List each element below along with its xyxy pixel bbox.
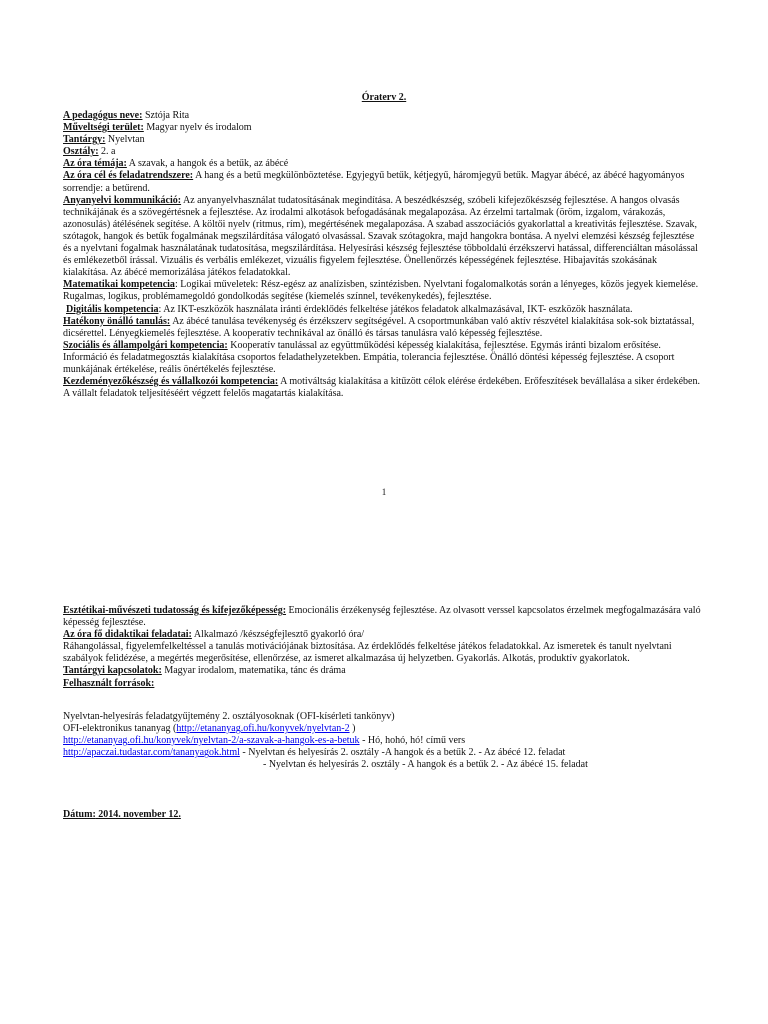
- sources-list: [63, 711, 703, 771]
- lesson-field-8: [63, 304, 703, 316]
- field-label: Az óra cél és feladatrendszere:: [63, 170, 194, 182]
- field-label: Matematikai kompetencia: [63, 279, 175, 291]
- date-value: 2014. november 12.: [95, 809, 181, 820]
- source-line-2: [63, 723, 703, 735]
- lesson-field-6: [63, 195, 703, 280]
- ofi-hangok-betuk-link[interactable]: http://etananyag.ofi.hu/konyvek/nyelvtan-2/a-szavak-a-hangok-es-a-betuk: [63, 735, 360, 747]
- field-text: Kooperatív tanulással az együttműködési képesség kialakítása, fejlesztése. Egymás iránti bizalom erősítése. Információ és feladatmegosztás kialakítása csoportos feladathelyzetekben. Empátia, tolerancia fejlesztése. Önálló döntési képesség fejlesztése. A csoport munkájának értékelése, reális önértékelés fejlesztése.: [63, 339, 675, 375]
- field-text: A hang és a betű megkülönböztetése. Egyjegyű betűk, kétjegyű, háromjegyű betűk. Magyar ábécé, az ábécé hagyományos sorrendje: a betűrend.: [63, 170, 685, 194]
- field-label: A pedagógus neve:: [63, 110, 143, 121]
- lesson-field-2: [63, 134, 703, 146]
- field-label: Felhasznált források:: [63, 677, 155, 689]
- lesson-details-page2: [63, 605, 703, 690]
- field-label: Esztétikai-művészeti tudatosság és kifejezőképesség:: [63, 605, 287, 616]
- field-label: Tantárgy:: [63, 134, 106, 146]
- field-text: Magyar irodalom, matematika, tánc és dráma: [161, 665, 346, 677]
- field-text: : Az IKT-eszközök használata iránti érdeklődés felkeltése játékos feladatok alkalmazásával, IKT- eszközök használata.: [158, 303, 633, 315]
- document-title: Óraterv 2.: [361, 92, 407, 103]
- field-label: Kezdeményezőkészség és vállalkozói kompetencia:: [63, 376, 279, 388]
- field-text: Az ábécé tanulása tevékenység és érzékszerv segítségével. A csoportmunkában való aktív részvétel kialakítása sok-sok biztatással, dicsérettel. Lényegkiemelés fejlesztése. A kooperatív technikával az önálló és társas tanulásra való képesség fejlesztése.: [63, 315, 695, 339]
- field-label: Anyanyelvi kommunikáció:: [63, 194, 182, 206]
- lesson-field-10: [63, 340, 703, 376]
- lesson-field-5: [63, 170, 703, 194]
- lesson-field-p2-0: [63, 605, 703, 629]
- field-text: A szavak, a hangok és a betűk, az ábécé: [126, 158, 289, 170]
- source-line-4: [63, 747, 703, 759]
- field-text: Ráhangolással, figyelemfelkeltéssel a tanulás motivációjának biztosítása. Az érdeklődés felkeltése játékos feladatokkal. Az ismeretek és tanult nyelvtani szabályok felidézése, a megértés megerősítése, ellenőrzése, az ismeret alkalmazása új helyzetben. Gyakorlás. Alkotás, produktív gyakorlatok.: [63, 641, 672, 665]
- source-line-3-suffix: - Hó, hohó, hó! című vers: [359, 735, 466, 747]
- field-text: Az anyanyelvhasználat tudatosításának megindítása. A beszédkészség, szóbeli kifejezőkészség fejlesztése. A hangos olvasás technikájának és a szövegértésnek a fejlesztése. Az irodalmi alkotások befogadásának megalapozása. Az érzelmi tartalmak (öröm, izgalom, várakozás, azonosulás) átélésének segítése. A költői nyelv (ritmus, rím), megértésének megalapozása. A szabad asszociációs gyakorlattal a kreativitás fejlesztése. Szavak, szótagok, hangok és betűk fogalmának megszilárdítása válogató olvasással. Szavak szótagokra, majd hangokra bontása. A nyelvi elemzési készség fejlesztése és a nyelvtani fogalmak használatának tudatosítása, megszilárdítása. Helyesírási készség fejlesztése többoldalú érzékszervi hatással, differenciáltan másolással és emlékezetből írással. Vizuális és verbális emlékezet, vizuális figyelem fejlesztése. Önellenőrzés képességének fejlesztése. Hibajavítás szokásának kialakítása. Az ábécé memorizálása játékos feladatokkal.: [63, 194, 698, 279]
- source-line-3: [63, 735, 703, 747]
- lesson-field-9: [63, 316, 703, 340]
- lesson-field-7: [63, 279, 703, 303]
- source-line-5: - Nyelvtan és helyesírás 2. osztály - A hangok és a betűk 2. - Az ábécé 15. feladat: [263, 759, 588, 771]
- lesson-field-11: [63, 376, 703, 400]
- source-line-1: Nyelvtan-helyesírás feladatgyűjtemény 2. osztályosoknak (OFI-kísérleti tankönyv): [63, 711, 395, 722]
- field-text: Nyelvtan: [105, 134, 145, 146]
- field-label: Az óra fő didaktikai feladatai:: [63, 629, 192, 641]
- field-label: Műveltségi terület:: [63, 122, 144, 134]
- ofi-nyelvtan-link[interactable]: http://etananyag.ofi.hu/konyvek/nyelvtan-2: [176, 723, 350, 735]
- field-text: Magyar nyelv és irodalom: [143, 122, 252, 134]
- field-text: Sztója Rita: [142, 110, 190, 121]
- source-line-4-suffix: - Nyelvtan és helyesírás 2. osztály -A hangok és a betűk 2. - Az ábécé 12. feladat: [239, 747, 566, 759]
- lesson-field-p2-2: [63, 641, 703, 665]
- field-text: : Logikai műveletek: Rész-egész az analízisben, szintézisben. Nyelvtani fogalomalkotás során a lényeges, közös jegyek kiemelése. Rugalmas, logikus, problémamegoldó gondolkodás segítése (kiemelés színnel, tevékenykedés), fejlesztése.: [63, 279, 699, 303]
- source-line-2-prefix: OFI-elektronikus tananyag (: [63, 723, 177, 735]
- date-label: Dátum:: [63, 809, 96, 820]
- lesson-field-3: [63, 146, 703, 158]
- field-text: Alkalmazó /készségfejlesztő gyakorló óra/: [191, 629, 365, 641]
- apaczai-tananyagok-link[interactable]: http://apaczai.tudastar.com/tananyagok.html: [63, 747, 240, 759]
- field-text: 2. a: [98, 146, 116, 158]
- lesson-field-4: [63, 158, 703, 170]
- lesson-field-p2-4: [63, 678, 703, 690]
- lesson-field-1: [63, 122, 703, 134]
- lesson-date: [63, 809, 181, 820]
- field-label: Digitális kompetencia: [66, 303, 159, 315]
- page-number: 1: [381, 487, 387, 497]
- lesson-field-p2-1: [63, 629, 703, 641]
- field-label: Az óra témája:: [63, 158, 127, 170]
- field-label: Tantárgyi kapcsolatok:: [63, 665, 162, 677]
- field-label: Szociális és állampolgári kompetencia:: [63, 339, 228, 351]
- lesson-field-0: [63, 110, 703, 122]
- field-label: Hatékony önálló tanulás:: [63, 315, 171, 327]
- lesson-details-page1: [63, 110, 703, 400]
- source-line-2-suffix: ): [349, 723, 356, 735]
- lesson-field-p2-3: [63, 665, 703, 677]
- field-label: Osztály:: [63, 146, 99, 158]
- field-text: Emocionális érzékenység fejlesztése. Az olvasott verssel kapcsolatos érzelmek megfogalmazására való képesség fejlesztése.: [63, 605, 701, 629]
- field-text: A motiváltság kialakítása a kitűzött célok elérése érdekében. Erőfeszítések bevállalása a siker érdekében. A vállalt feladatok teljesítéséért végzett felelős magatartás kialakítása.: [63, 376, 700, 400]
